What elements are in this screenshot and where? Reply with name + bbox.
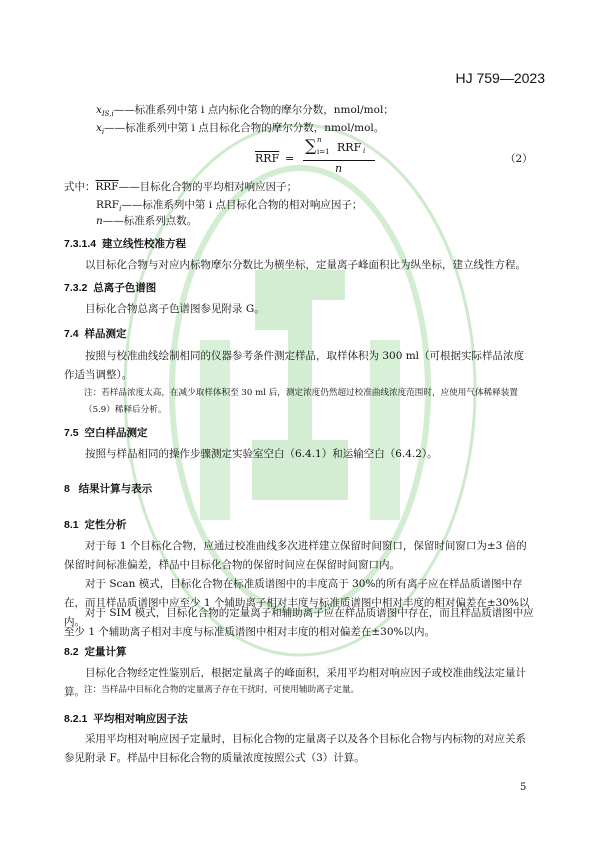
formula-2-number: （2）	[505, 153, 533, 165]
document-code: HJ 759—2023	[455, 70, 545, 86]
heading-8: 8 结果计算与表示	[64, 483, 153, 495]
page-number: 5	[520, 782, 527, 793]
definition-n: n——标准系列点数。	[96, 215, 198, 227]
heading-7-4: 7.4 样品测定	[64, 328, 127, 340]
note-7-4: 注：若样品浓度太高，在减少取样体积至 30 ml 后，测定浓度仍然超过校准曲线浓度范围时，应使用气体稀释装置（5.9）稀释后分析。	[84, 388, 518, 415]
note-8-2: 注：当样品中目标化合物的定量离子存在干扰时，可使用辅助离子定量。	[84, 685, 360, 695]
paragraph-7-3-2: 目标化合物总离子色谱图参见附录 G。	[85, 303, 265, 315]
definition-x-is: $x_{IS,i}——$标准系列中第 i 点内标化合物的摩尔分数，nmol/mol；	[96, 104, 394, 119]
definition-rrf-i: $RRF_i——$标准系列中第 i 点目标化合物的相对响应因子；	[96, 199, 363, 214]
paragraph-8-2: 目标化合物经定性鉴别后，根据定量离子的峰面积，采用平均相对响应因子或校准曲线法定量计算。	[64, 667, 526, 698]
paragraph-8-2-1: 采用平均相对响应因子定量时，目标化合物的定量离子以及各个目标化合物与内标物的对应关系参见附录 F。样品中目标化合物的质量浓度按照公式（3）计算。	[64, 733, 526, 764]
heading-7-5: 7.5 空白样品测定	[64, 427, 148, 439]
heading-7-3-1-4: 7.3.1.4 建立线性校准方程	[64, 238, 186, 250]
paragraph-7-4: 按照与校准曲线绘制相同的仪器参考条件测定样品，取样体积为 300 ml（可根据实际样品浓度作适当调整）。	[64, 350, 525, 381]
paragraph-8-1-scan: 对于 Scan 模式，目标化合物在标准质谱图中的丰度高于 30%的所有离子应在样品质谱图中存在，而且样品质谱图中应至少 1 个辅助离子相对丰度与标准质谱图中相对丰度的相对偏差在±30%以内。	[64, 578, 530, 628]
paragraph-7-5: 按照与样品相同的操作步骤测定实验室空白（6.4.1）和运输空白（6.4.2）。	[85, 448, 438, 460]
paragraph-8-1-retention: 对于每 1 个目标化合物，应通过校准曲线多次进样建立保留时间窗口，保留时间窗口为±3 倍的保留时间标准偏差，样品中目标化合物的保留时间应在保留时间窗口内。	[64, 540, 527, 571]
heading-7-3-2: 7.3.2 总离子色谱图	[64, 282, 157, 294]
paragraph-8-1-sim: 对于 SIM 模式，目标化合物的定量离子和辅助离子应在样品质谱图中存在，而且样品质谱图中应至少 1 个辅助离子相对丰度与标准质谱图中相对丰度的相对偏差在±30%以内。	[64, 607, 534, 638]
heading-8-2: 8.2 定量计算	[64, 646, 127, 658]
definition-rrf-avg: 式中：$\overline{RRF}——$目标化合物的平均相对响应因子；	[64, 181, 298, 193]
definition-x-i: $x_i——$标准系列中第 i 点目标化合物的摩尔分数，nmol/mol。	[96, 122, 385, 137]
heading-8-1: 8.1 定性分析	[64, 519, 127, 531]
heading-8-2-1: 8.2.1 平均相对响应因子法	[64, 713, 188, 725]
paragraph-7-3-1-4: 以目标化合物与对应内标物摩尔分数比为横坐标，定量离子峰面积比为纵坐标，建立线性方程。	[85, 259, 526, 271]
